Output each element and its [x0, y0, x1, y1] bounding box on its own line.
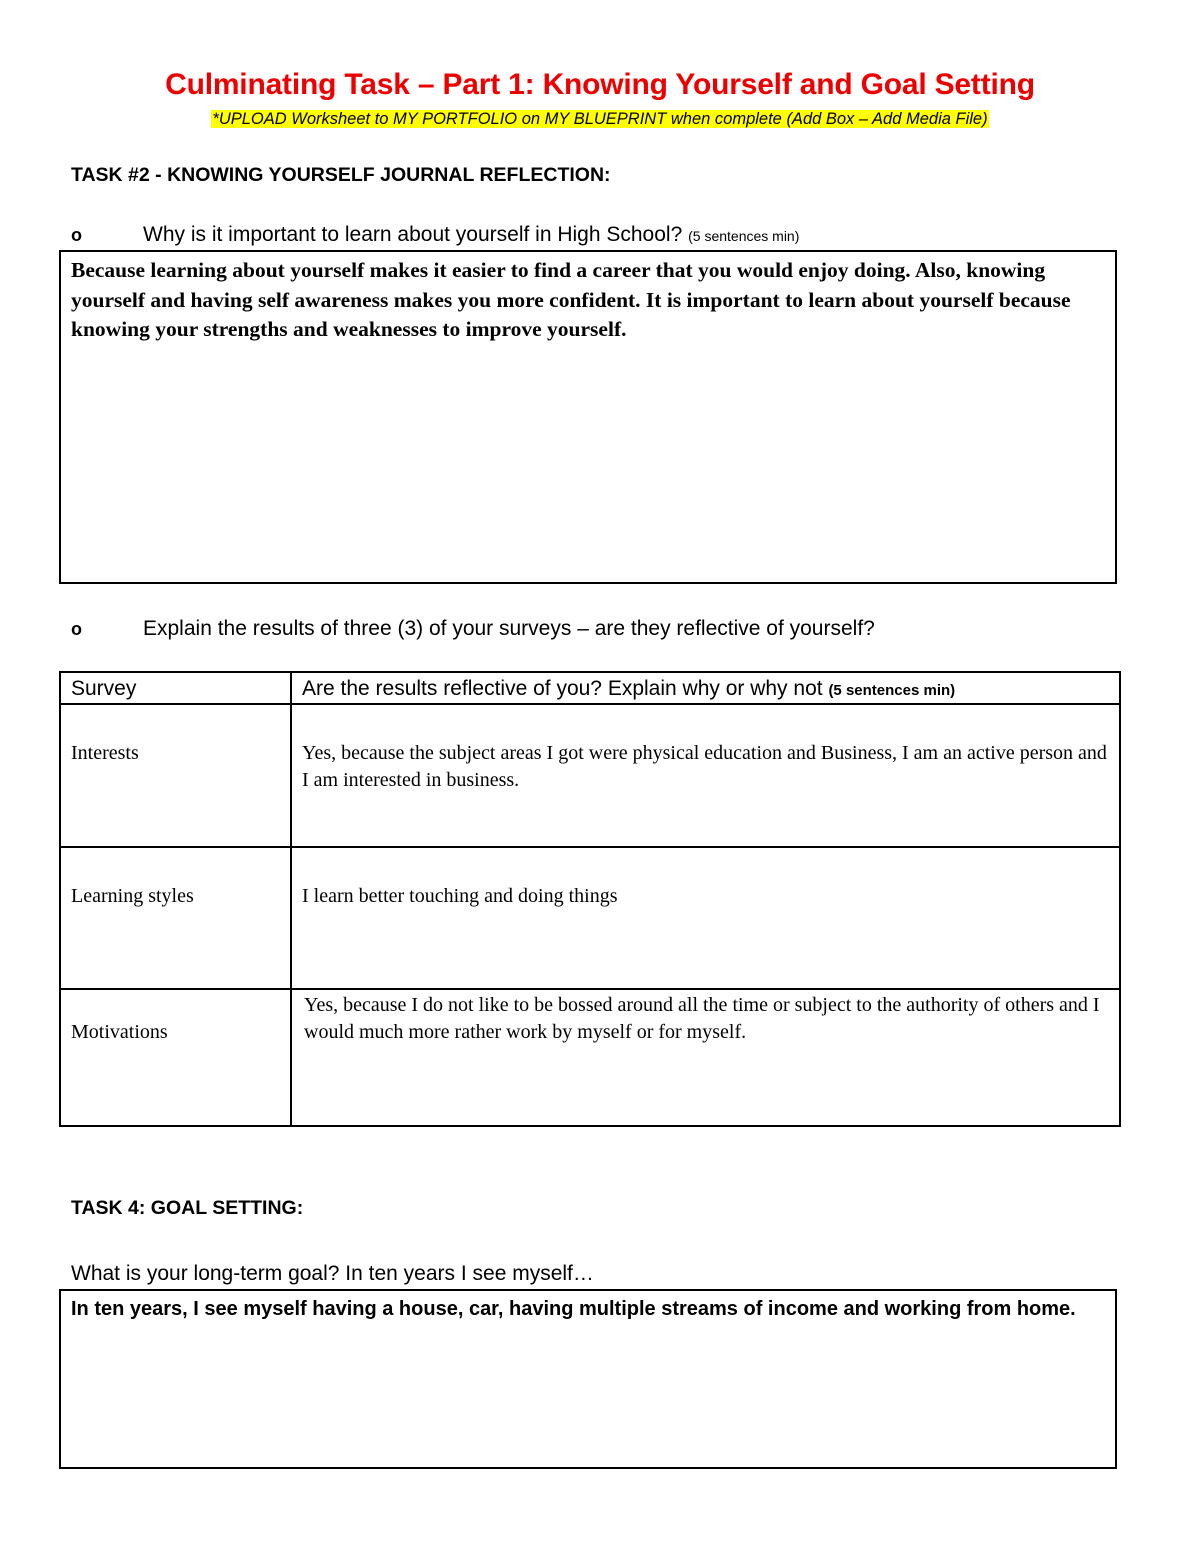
survey-name-cell: Motivations — [60, 989, 291, 1126]
question-text: Explain the results of three (3) of your surveys – are they reflective of yourself? — [143, 617, 875, 640]
survey-answer-cell[interactable]: Yes, because the subject areas I got were physical education and Business, I am an active person and I am interested in business. — [291, 704, 1120, 847]
survey-table-header — [60, 672, 1120, 704]
task4-heading: TASK 4: GOAL SETTING: — [71, 1197, 304, 1219]
upload-instruction-text: *UPLOAD Worksheet to MY PORTFOLIO on MY BLUEPRINT when complete (Add Box – Add Media File) — [212, 110, 988, 128]
task2-heading: TASK #2 - KNOWING YOURSELF JOURNAL REFLECTION: — [71, 164, 611, 186]
question-text: Why is it important to learn about yourself in High School? (5 sentences min) — [143, 223, 800, 246]
bullet-icon: o — [71, 619, 82, 639]
column-header-note: (5 sentences min) — [828, 682, 956, 699]
long-term-goal-answer-box[interactable] — [59, 1289, 1117, 1469]
page-title: Culminating Task – Part 1: Knowing Yourself and Goal Setting — [165, 68, 1035, 101]
question-note: (5 sentences min) — [688, 228, 800, 244]
table-row — [60, 704, 1120, 847]
table-row — [60, 847, 1120, 989]
survey-table — [59, 671, 1121, 1127]
survey-name-cell: Interests — [60, 704, 291, 847]
table-row — [60, 989, 1120, 1126]
why-learn-answer-box[interactable] — [59, 250, 1117, 584]
column-header-reflective: Are the results reflective of you? Explain why or why not (5 sentences min) — [291, 672, 1120, 704]
bullet-icon: o — [71, 225, 82, 245]
column-header-survey: Survey — [60, 672, 291, 704]
question-why-learn — [71, 221, 799, 250]
survey-name-cell: Learning styles — [60, 847, 291, 989]
why-learn-answer: Because learning about yourself makes it easier to find a career that you would enjoy doing. Also, knowing yourself and having self awareness makes you more confident. It is important to learn about yourself because knowing your strengths and weaknesses to improve yourself. — [71, 258, 1071, 341]
long-term-goal-answer: In ten years, I see myself having a house, car, having multiple streams of income and working from home. — [71, 1298, 1076, 1320]
survey-answer-cell[interactable]: I learn better touching and doing things — [291, 847, 1120, 989]
long-term-goal-question: What is your long-term goal? In ten years I see myself… — [71, 1262, 594, 1285]
upload-instruction — [0, 107, 1200, 132]
question-survey-results — [71, 615, 875, 643]
survey-answer-cell[interactable]: Yes, because I do not like to be bossed around all the time or subject to the authority of others and I would much more rather work by myself or for myself. — [291, 989, 1120, 1126]
